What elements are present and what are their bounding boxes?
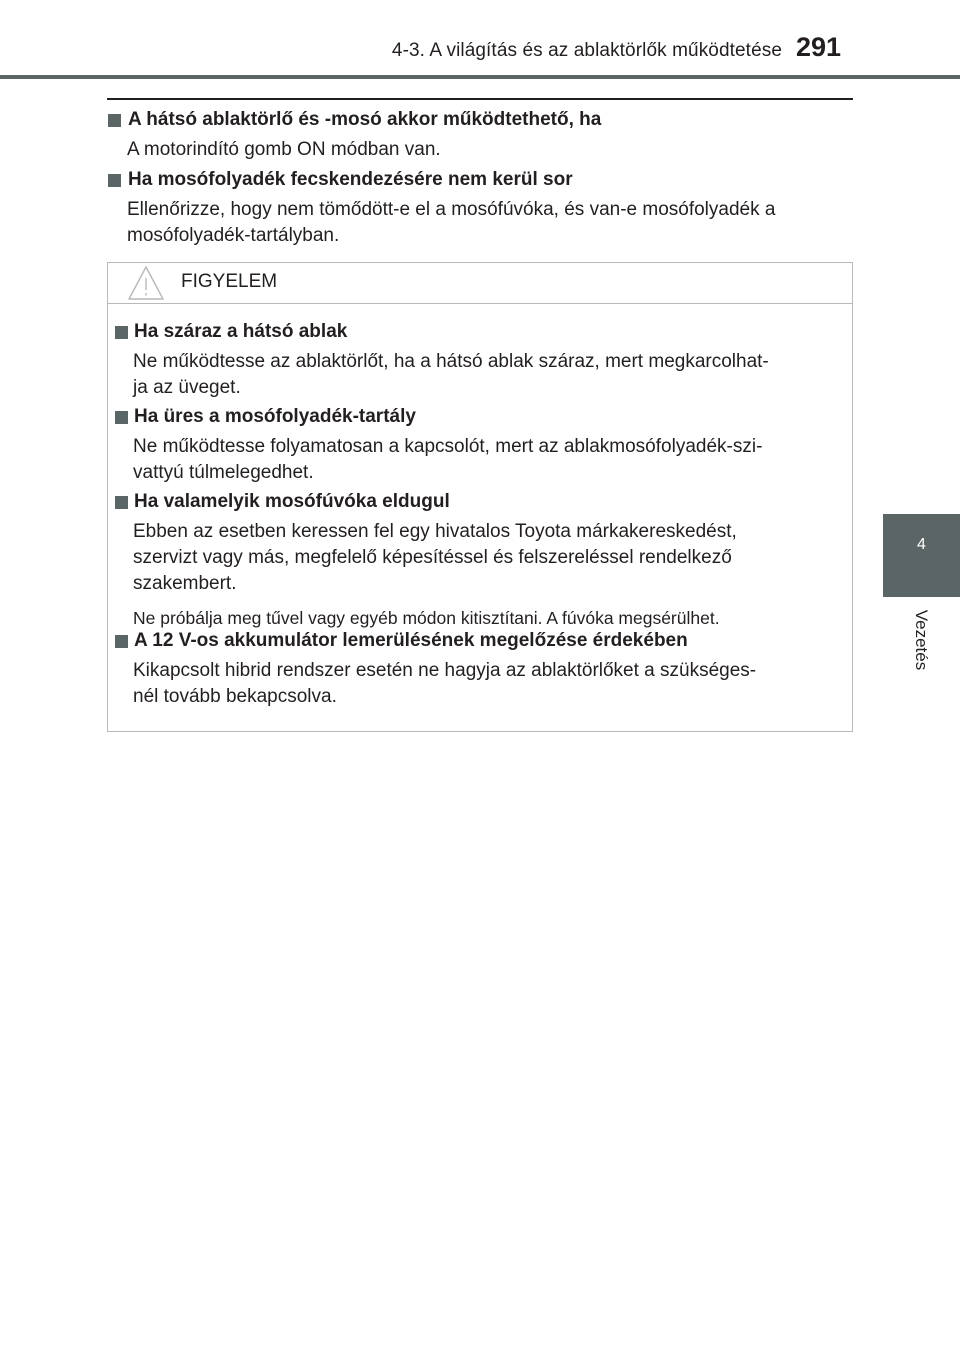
list-item (107, 168, 853, 249)
item-heading (115, 490, 840, 514)
warning-item (115, 490, 840, 631)
item-heading (107, 168, 853, 192)
item-body-line: nél tovább bekapcsolva. (133, 686, 337, 707)
warning-item (115, 405, 840, 486)
item-heading-text: Ha száraz a hátsó ablak (134, 321, 348, 342)
item-heading (115, 629, 840, 653)
square-bullet-icon (115, 635, 128, 648)
item-body-line: mosófolyadék-tartályban. (127, 225, 340, 246)
running-header-title: 4-3. A világítás és az ablaktörlők működtetése (391, 40, 782, 61)
warning-title: FIGYELEM (181, 271, 278, 292)
item-body-line: szakembert. (133, 573, 237, 594)
square-bullet-icon (108, 114, 121, 127)
item-heading-text: Ha valamelyik mosófúvóka eldugul (134, 491, 450, 512)
item-body-line: Kikapcsolt hibrid rendszer esetén ne hagyja az ablaktörlőket a szükséges- (133, 660, 757, 681)
warning-box (107, 262, 853, 732)
warning-item (115, 629, 840, 710)
item-body-line: Ne működtesse az ablaktörlőt, ha a hátsó ablak száraz, mert megkarcolhat- (133, 351, 769, 372)
page-number: 291 (796, 32, 842, 62)
item-heading-text: Ha mosófolyadék fecskendezésére nem kerül sor (128, 169, 573, 190)
chapter-number: 4 (917, 536, 926, 553)
warning-triangle-icon (126, 264, 166, 302)
square-bullet-icon (115, 496, 128, 509)
square-bullet-icon (115, 411, 128, 424)
list-item (107, 108, 853, 163)
item-body-line: szervizt vagy más, megfelelő képesítéssel és felszereléssel rendelkező (133, 547, 732, 568)
item-body (133, 658, 840, 710)
item-body-line: Ne működtesse folyamatosan a kapcsolót, mert az ablakmosófolyadék-szi- (133, 436, 763, 457)
item-body-line: Ellenőrizze, hogy nem tömődött-e el a mosófúvóka, és van-e mosófolyadék a (127, 199, 776, 220)
header-rule (0, 75, 960, 79)
item-body: A motorindító gomb ON módban van. (127, 139, 441, 160)
item-body (133, 519, 840, 597)
item-body-line: ja az üveget. (133, 377, 241, 398)
item-heading-text: Ha üres a mosófolyadék-tartály (134, 406, 416, 427)
item-body-line: vattyú túlmelegedhet. (133, 462, 314, 483)
item-body-line: Ebben az esetben keressen fel egy hivatalos Toyota márkakereskedést, (133, 521, 737, 542)
item-body (133, 434, 840, 486)
item-heading (115, 320, 840, 344)
warning-header (108, 263, 852, 304)
square-bullet-icon (115, 326, 128, 339)
chapter-tab (883, 514, 960, 597)
item-note: Ne próbálja meg tűvel vagy egyéb módon kitisztítani. A fúvóka megsérülhet. (133, 608, 720, 628)
chapter-label: Vezetés (912, 609, 931, 671)
item-heading-text: A hátsó ablaktörlő és -mosó akkor működtethető, ha (128, 109, 602, 130)
section-rule (107, 98, 853, 100)
square-bullet-icon (108, 174, 121, 187)
warning-item (115, 320, 840, 401)
item-heading (115, 405, 840, 429)
item-heading (107, 108, 853, 132)
item-body (127, 197, 853, 249)
item-heading-text: A 12 V-os akkumulátor lemerülésének megelőzése érdekében (134, 630, 688, 651)
item-body (133, 349, 840, 401)
